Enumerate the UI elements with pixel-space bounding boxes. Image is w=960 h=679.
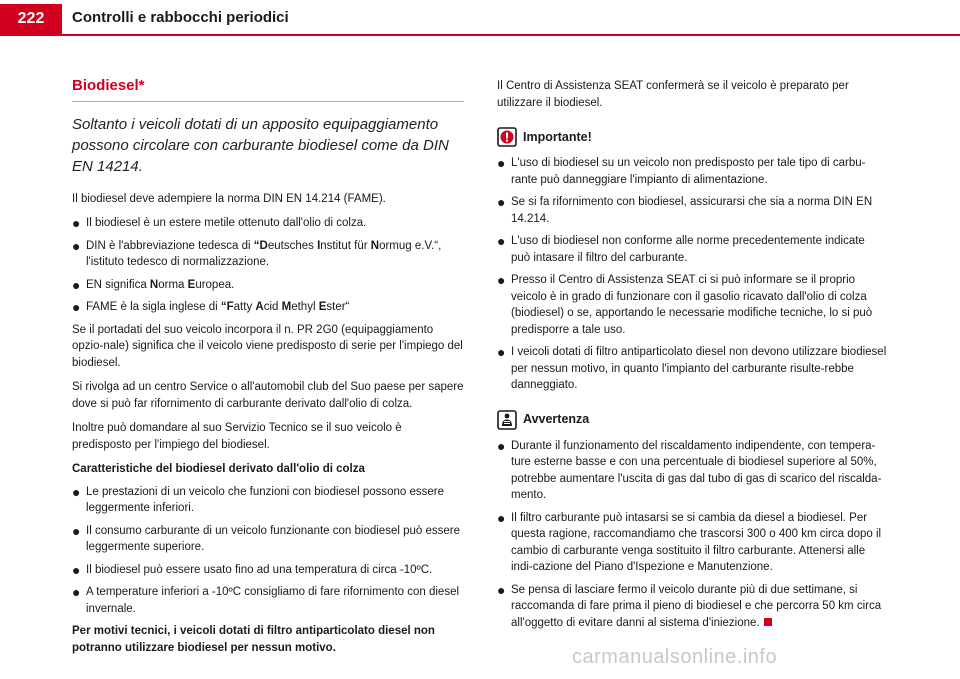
bullet-icon: ● xyxy=(72,584,81,600)
bullet-icon: ● xyxy=(72,276,81,293)
bullet-icon: ● xyxy=(497,581,506,598)
bold-notice: Per motivi tecnici, i veicoli dotati di filtro antiparticolato diesel non potranno utilizzare biodiesel per nessun motivo. xyxy=(72,625,435,654)
bullet-icon: ● xyxy=(72,522,81,539)
intro-text: Soltanto i veicoli dotati di un apposito equipaggiamento possono circolare con carburante biodiesel come da DIN EN 14214. xyxy=(72,115,449,175)
bullet-icon: ● xyxy=(72,299,81,315)
list-item: ● FAME è la sigla inglese di “Fatty Acid Methyl Ester“ xyxy=(72,299,350,315)
bullet-icon: ● xyxy=(72,215,81,231)
paragraph: Si rivolga ad un centro Service o all'automobil club del Suo paese per sapere dove si può far rifornimento di carburante derivato dall'olio di colza. xyxy=(72,381,464,410)
bullet-icon: ● xyxy=(497,272,506,288)
bullet-icon: ● xyxy=(72,483,81,500)
list-item: ● Il biodiesel è un estere metile ottenuto dall'olio di colza. xyxy=(72,215,367,231)
paragraph: Il Centro di Assistenza SEAT confermerà se il veicolo è preparato per utilizzare il biodiesel. xyxy=(497,80,849,109)
list-item: ● I veicoli dotati di filtro antiparticolato diesel non devono utilizzare biodiesel per nessun motivo, in quanto l'impianto del carburante risulte-rebbe danneggiato. xyxy=(497,344,887,394)
left-column xyxy=(72,78,464,664)
list-item: ● DIN è l'abbreviazione tedesca di “Deutsches Institut für Normug e.V.“, l'istituto tedesco di normalizzazione. xyxy=(72,238,464,271)
info-person-icon xyxy=(497,410,517,430)
bullet-icon: ● xyxy=(497,509,506,526)
note-heading: Avvertenza xyxy=(497,410,887,430)
bullet-icon: ● xyxy=(497,233,506,249)
list-item: ● Il biodiesel può essere usato fino ad una temperatura di circa -10ºC. xyxy=(72,561,433,578)
bullet-icon: ● xyxy=(72,561,81,578)
bullet-icon: ● xyxy=(497,155,506,171)
list-item: ● L'uso di biodiesel non conforme alle norme precedentemente indicate può intasare il filtro del carburante. xyxy=(497,233,887,266)
paragraph: Il biodiesel deve adempiere la norma DIN EN 14.214 (FAME). xyxy=(72,192,386,205)
header-divider xyxy=(0,34,960,36)
bullet-icon: ● xyxy=(72,237,81,254)
bullet-icon: ● xyxy=(497,194,506,210)
list-item: ● L'uso di biodiesel su un veicolo non predisposto per tale tipo di carbu-rante può danneggiare l'impianto di alimentazione. xyxy=(497,155,887,188)
end-of-section-icon xyxy=(764,618,772,626)
subsection-heading: Caratteristiche del biodiesel derivato dall'olio di colza xyxy=(72,463,365,475)
list-item: ● A temperature inferiori a -10ºC consigliamo di fare rifornimento con diesel invernale. xyxy=(72,584,464,617)
list-item: ● Il consumo carburante di un veicolo funzionante con biodiesel può essere leggermente superiore. xyxy=(72,523,464,556)
list-item: ● Le prestazioni di un veicolo che funzioni con biodiesel possono essere leggermente inferiori. xyxy=(72,484,464,517)
chapter-title: Controlli e rabbocchi periodici xyxy=(72,9,289,26)
bullet-icon: ● xyxy=(497,437,506,454)
list-item: ● Durante il funzionamento del riscaldamento indipendente, con tempera-ture esterne basse e con una percentuale di biodiesel superiore al 50%, potrebbe aumentare l'uscita di gas dal tubo di gas di scarico del riscalda-mento. xyxy=(497,438,887,504)
right-column xyxy=(497,78,887,637)
list-item: ● Se pensa di lasciare fermo il veicolo durante più di due settimane, si raccomanda di fare prima il pieno di biodiesel e che percorra 50 km circa all'oggetto di evitare danni al sistema d'iniezione. xyxy=(497,582,887,632)
bullet-icon: ● xyxy=(497,344,506,360)
section-title: Biodiesel* xyxy=(72,78,464,102)
exclamation-icon xyxy=(497,127,517,147)
important-heading: Importante! xyxy=(497,127,887,147)
watermark: carmanualsonline.info xyxy=(572,646,778,668)
page-number: 222 xyxy=(0,4,62,34)
list-item: ● Presso il Centro di Assistenza SEAT ci si può informare se il proprio veicolo è in grado di funzionare con il gasolio ricavato dall'olio di colza (biodiesel) o se, apportando le necessarie modifiche tecniche, lo si può predisporre a tale uso. xyxy=(497,272,887,338)
paragraph: Inoltre può domandare al suo Servizio Tecnico se il suo veicolo è predisposto per l'impiego del biodiesel. xyxy=(72,422,402,451)
list-item: ● Il filtro carburante può intasarsi se si cambia da diesel a biodiesel. Per questa ragione, raccomandiamo che trascorsi 300 o 400 km circa dopo il cambio di carburante venga sostituito il filtro carburante. Attenersi alle indi-cazione del Piano d'Ispezione e Manutenzione. xyxy=(497,510,887,576)
list-item: ● EN significa Norma Europea. xyxy=(72,276,235,293)
list-item: ● Se si fa rifornimento con biodiesel, assicurarsi che sia a norma DIN EN 14.214. xyxy=(497,194,887,227)
page-header xyxy=(0,0,960,36)
paragraph: Se il portadati del suo veicolo incorpora il n. PR 2G0 (equipaggiamento opzio-nale) significa che il veicolo viene predisposto di serie per l'impiego del biodiesel. xyxy=(72,323,463,369)
